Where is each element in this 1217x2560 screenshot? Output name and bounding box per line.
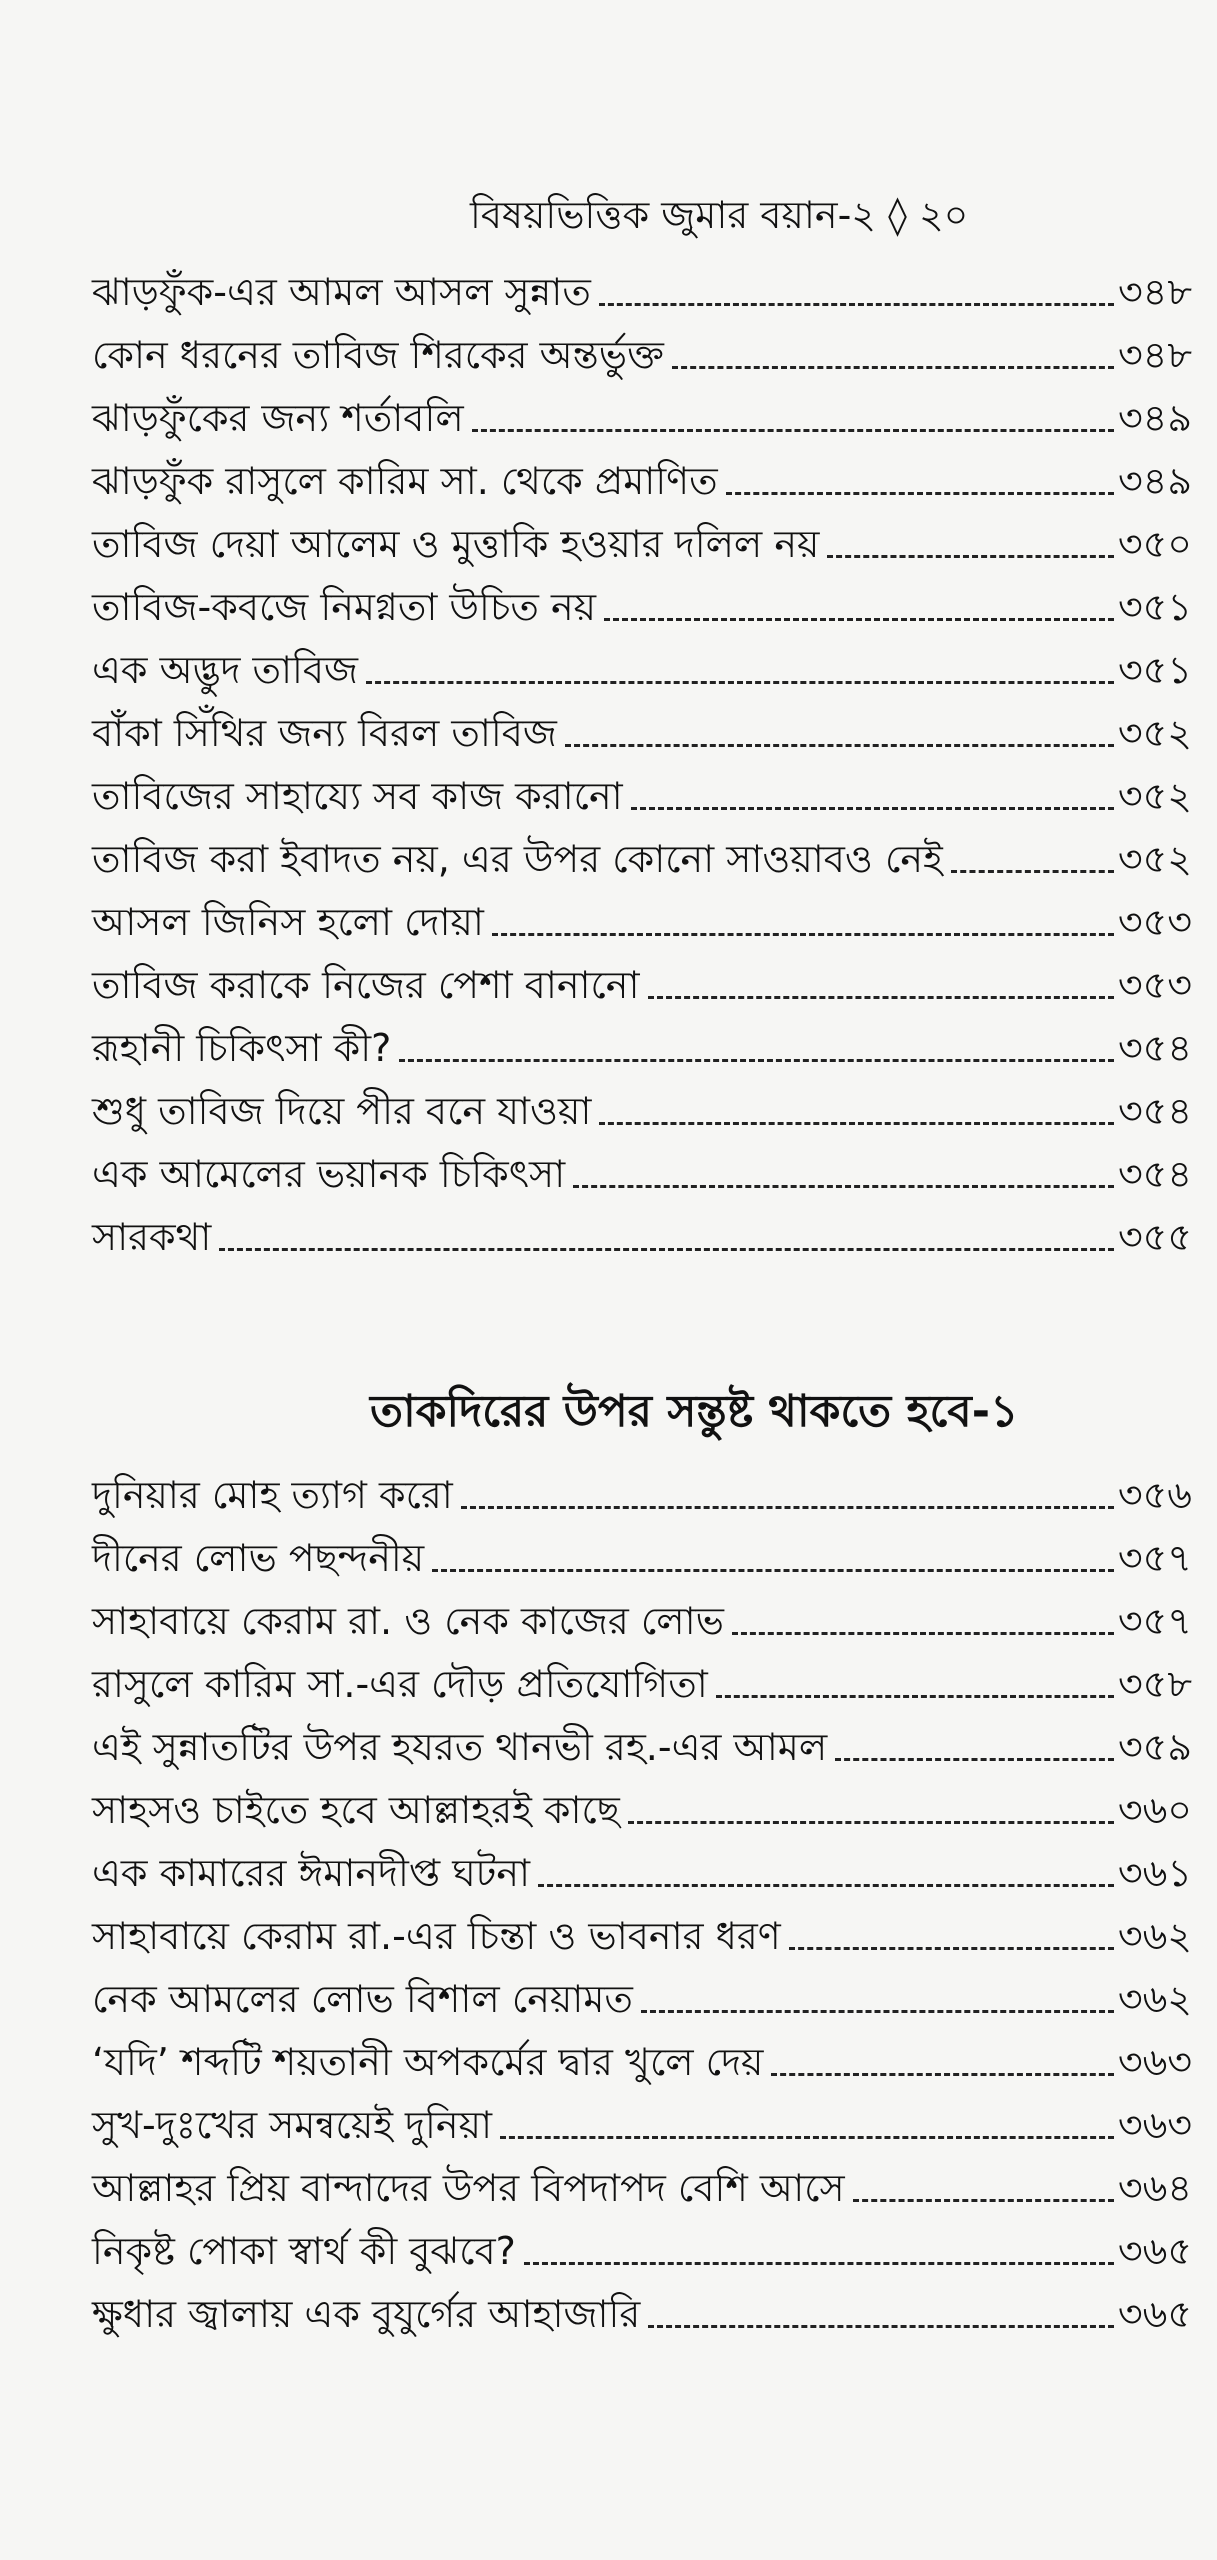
page-number: ৩৫২ xyxy=(1117,711,1192,755)
toc-entry xyxy=(92,1836,1192,1899)
page-number: ৩৫০ xyxy=(1117,522,1192,566)
dot-leader xyxy=(732,1632,1114,1635)
entry-title: এক আমেলের ভয়ানক চিকিৎসা xyxy=(92,1152,566,1196)
toc-entry xyxy=(92,1773,1192,1836)
page-number: ৩৪৯ xyxy=(1117,459,1192,503)
page-number: ৩৫৩ xyxy=(1117,900,1192,944)
toc-entry xyxy=(92,1137,1192,1200)
toc-entry xyxy=(92,2151,1192,2214)
page-number: ৩৫৪ xyxy=(1117,1026,1192,1070)
toc-entry xyxy=(92,885,1192,948)
page-number: ৩৪৮ xyxy=(1117,333,1192,377)
dot-leader xyxy=(789,1947,1114,1950)
toc-entry xyxy=(92,948,1192,1011)
dot-leader xyxy=(538,1884,1114,1887)
entry-title: আল্লাহর প্রিয় বান্দাদের উপর বিপদাপদ বেশি আসে xyxy=(92,2166,845,2210)
page-number: ৩৫১ xyxy=(1117,648,1192,692)
entry-title: সাহসও চাইতে হবে আল্লাহরই কাছে xyxy=(92,1788,620,1832)
page-number: ৩৬৫ xyxy=(1117,2292,1192,2336)
entry-title: নেক আমলের লোভ বিশাল নেয়ামত xyxy=(92,1977,633,2021)
toc-entry xyxy=(92,1458,1192,1521)
dot-leader xyxy=(604,618,1114,621)
entry-title: ঝাড়ফুঁক-এর আমল আসল সুন্নাত xyxy=(92,270,591,314)
page-number: ৩৬২ xyxy=(1117,1914,1192,1958)
dot-leader xyxy=(565,744,1114,747)
toc-entry xyxy=(92,507,1192,570)
running-header: বিষয়ভিত্তিক জুমার বয়ান-২ ◊ ২০ xyxy=(470,193,969,237)
toc-entry xyxy=(92,822,1192,885)
entry-title: শুধু তাবিজ দিয়ে পীর বনে যাওয়া xyxy=(92,1089,592,1133)
page-number: ৩৫৯ xyxy=(1117,1725,1192,1769)
entry-title: বাঁকা সিঁথির জন্য বিরল তাবিজ xyxy=(92,711,557,755)
page-number: ৩৫৪ xyxy=(1117,1089,1192,1133)
entry-title: তাবিজের সাহায্যে সব কাজ করানো xyxy=(92,774,623,818)
page-number: ৩৬০ xyxy=(1117,1788,1192,1832)
dot-leader xyxy=(492,933,1114,936)
toc-entry xyxy=(92,1200,1192,1263)
toc-entry xyxy=(92,2025,1192,2088)
entry-title: ঝাড়ফুঁক রাসুলে কারিম সা. থেকে প্রমাণিত xyxy=(92,459,718,503)
dot-leader xyxy=(524,2262,1114,2265)
toc-section-2 xyxy=(92,1458,1192,2340)
page-number: ৩৬২ xyxy=(1117,1977,1192,2021)
toc-entry xyxy=(92,2088,1192,2151)
dot-leader xyxy=(432,1569,1114,1572)
entry-title: কোন ধরনের তাবিজ শিরকের অন্তর্ভুক্ত xyxy=(92,333,664,377)
entry-title: সুখ-দুঃখের সমন্বয়েই দুনিয়া xyxy=(92,2103,492,2147)
entry-title: তাবিজ করাকে নিজের পেশা বানানো xyxy=(92,963,640,1007)
dot-leader xyxy=(472,429,1114,432)
page-number: ৩৬১ xyxy=(1117,1851,1192,1895)
dot-leader xyxy=(461,1506,1114,1509)
dot-leader xyxy=(726,492,1114,495)
dot-leader xyxy=(641,2010,1114,2013)
entry-title: তাবিজ দেয়া আলেম ও মুত্তাকি হওয়ার দলিল নয় xyxy=(92,522,820,566)
page-number: ৩৪৮ xyxy=(1117,270,1192,314)
toc-entry xyxy=(92,1521,1192,1584)
dot-leader xyxy=(835,1758,1114,1761)
toc-entry xyxy=(92,570,1192,633)
toc-entry xyxy=(92,2214,1192,2277)
toc-entry xyxy=(92,1011,1192,1074)
page-number: ৩৫৭ xyxy=(1117,1536,1192,1580)
dot-leader xyxy=(771,2073,1113,2076)
entry-title: এই সুন্নাতটির উপর হযরত থানভী রহ.-এর আমল xyxy=(92,1725,828,1769)
entry-title: ‘যদি’ শব্দটি শয়তানী অপকর্মের দ্বার খুলে দেয় xyxy=(92,2040,764,2084)
toc-entry xyxy=(92,2277,1192,2340)
page-number: ৩৫৫ xyxy=(1117,1215,1192,1259)
page-number: ৩৫৭ xyxy=(1117,1599,1192,1643)
toc-entry xyxy=(92,444,1192,507)
entry-title: তাবিজ-কবজে নিমগ্নতা উচিত নয় xyxy=(92,585,597,629)
toc-entry xyxy=(92,255,1192,318)
page-number: ৩৬৪ xyxy=(1117,2166,1192,2210)
dot-leader xyxy=(628,1821,1114,1824)
chapter-heading: তাকদিরের উপর সন্তুষ্ট থাকতে হবে-১ xyxy=(370,1386,1019,1437)
toc-entry xyxy=(92,1074,1192,1137)
page-number: ৩৬৩ xyxy=(1117,2103,1192,2147)
dot-leader xyxy=(599,1122,1114,1125)
entry-title: দীনের লোভ পছন্দনীয় xyxy=(92,1536,425,1580)
page-number: ৩৫৪ xyxy=(1117,1152,1192,1196)
page-number: ৩৪৯ xyxy=(1117,396,1192,440)
entry-title: আসল জিনিস হলো দোয়া xyxy=(92,900,484,944)
toc-entry xyxy=(92,1584,1192,1647)
dot-leader xyxy=(631,807,1114,810)
dot-leader xyxy=(716,1695,1114,1698)
toc-entry xyxy=(92,633,1192,696)
toc-entry xyxy=(92,1962,1192,2025)
dot-leader xyxy=(648,2325,1114,2328)
page-number: ৩৫৬ xyxy=(1117,1473,1192,1517)
dot-leader xyxy=(648,996,1114,999)
dot-leader xyxy=(366,681,1114,684)
page-number: ৩৫২ xyxy=(1117,774,1192,818)
entry-title: নিকৃষ্ট পোকা স্বার্থ কী বুঝবে? xyxy=(92,2229,516,2273)
dot-leader xyxy=(599,303,1114,306)
toc-entry xyxy=(92,1710,1192,1773)
entry-title: দুনিয়ার মোহ ত্যাগ করো xyxy=(92,1473,453,1517)
toc-entry xyxy=(92,1899,1192,1962)
toc-entry xyxy=(92,318,1192,381)
page-number: ৩৬৫ xyxy=(1117,2229,1192,2273)
entry-title: রাসুলে কারিম সা.-এর দৌড় প্রতিযোগিতা xyxy=(92,1662,708,1706)
page-number: ৩৫২ xyxy=(1117,837,1192,881)
dot-leader xyxy=(399,1059,1114,1062)
page-number: ৩৬৩ xyxy=(1117,2040,1192,2084)
toc-entry xyxy=(92,381,1192,444)
dot-leader xyxy=(500,2136,1114,2139)
page-number: ৩৫৩ xyxy=(1117,963,1192,1007)
page-number: ৩৫১ xyxy=(1117,585,1192,629)
dot-leader xyxy=(853,2199,1114,2202)
dot-leader xyxy=(672,366,1114,369)
entry-title: সাহাবায়ে কেরাম রা.-এর চিন্তা ও ভাবনার ধরণ xyxy=(92,1914,781,1958)
dot-leader xyxy=(219,1248,1114,1251)
entry-title: সাহাবায়ে কেরাম রা. ও নেক কাজের লোভ xyxy=(92,1599,724,1643)
entry-title: তাবিজ করা ইবাদত নয়, এর উপর কোনো সাওয়াবও নেই xyxy=(92,837,943,881)
dot-leader xyxy=(573,1185,1114,1188)
toc-entry xyxy=(92,759,1192,822)
page-number: ৩৫৮ xyxy=(1117,1662,1192,1706)
entry-title: এক অদ্ভুদ তাবিজ xyxy=(92,648,359,692)
entry-title: এক কামারের ঈমানদীপ্ত ঘটনা xyxy=(92,1851,531,1895)
dot-leader xyxy=(951,870,1114,873)
entry-title: ক্ষুধার জ্বালায় এক বুযুর্গের আহাজারি xyxy=(92,2292,641,2336)
entry-title: ঝাড়ফুঁকের জন্য শর্তাবলি xyxy=(92,396,464,440)
entry-title: সারকথা xyxy=(92,1215,212,1259)
toc-entry xyxy=(92,696,1192,759)
toc-entry xyxy=(92,1647,1192,1710)
dot-leader xyxy=(827,555,1114,558)
toc-section-1 xyxy=(92,255,1192,1263)
entry-title: রূহানী চিকিৎসা কী? xyxy=(92,1026,392,1070)
